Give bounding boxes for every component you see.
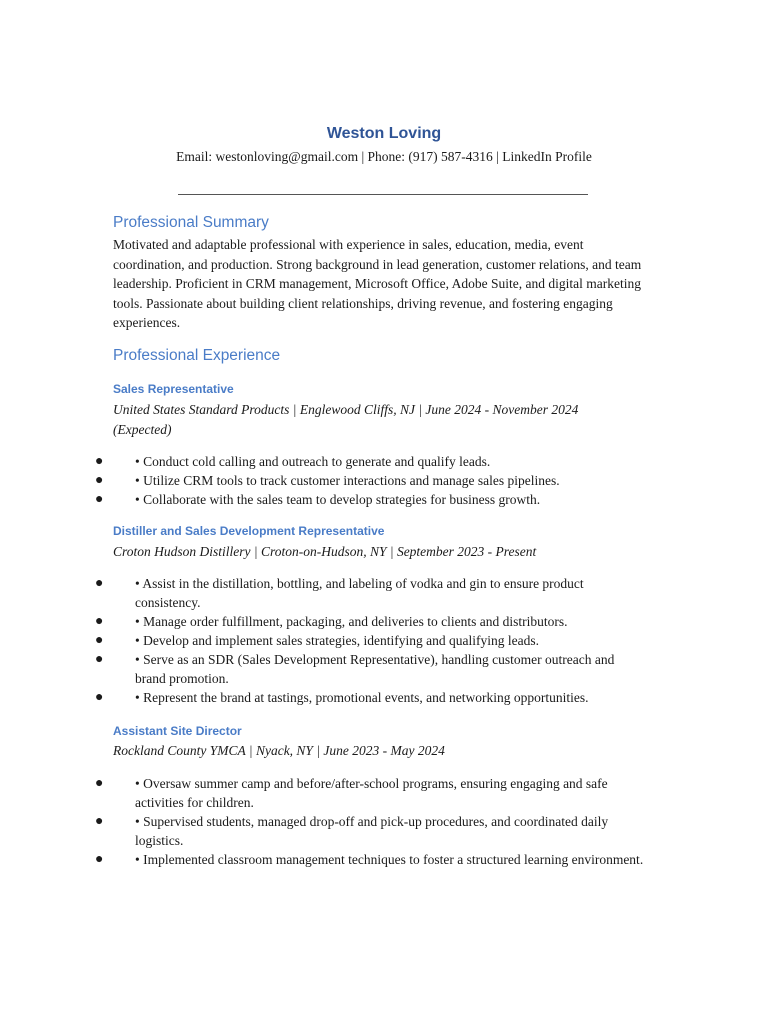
- contact-info: Email: westonloving@gmail.com | Phone: (917) 587-4316 | LinkedIn Profile: [176, 149, 592, 164]
- job-bullets: [95, 574, 645, 707]
- list-item: ● • Assist in the distillation, bottling, and labeling of vodka and gin to ensure product consistency.: [95, 576, 584, 610]
- candidate-name: Weston Loving: [326, 125, 442, 142]
- job-meta: Rockland County YMCA | Nyack, NY | June 2023 - May 2024: [113, 743, 445, 758]
- job-meta: United States Standard Products | Englewood Cliffs, NJ | June 2024 - November 2024 (Expected): [113, 402, 579, 437]
- job-title: Distiller and Sales Development Representative: [113, 524, 385, 538]
- divider: [178, 194, 588, 195]
- list-item: ● • Utilize CRM tools to track customer interactions and manage sales pipelines.: [95, 473, 560, 488]
- list-item: ● • Manage order fulfillment, packaging, and deliveries to clients and distributors.: [95, 614, 568, 629]
- list-item: ● • Supervised students, managed drop-off and pick-up procedures, and coordinated daily logistics.: [95, 814, 609, 848]
- list-item: ● • Oversaw summer camp and before/after-school programs, ensuring engaging and safe activities for children.: [95, 776, 608, 810]
- job-meta: Croton Hudson Distillery | Croton-on-Hudson, NY | September 2023 - Present: [113, 544, 537, 559]
- experience-heading: Professional Experience: [113, 347, 281, 364]
- list-item: ● • Develop and implement sales strategies, identifying and qualifying leads.: [95, 633, 539, 648]
- list-item: ● • Serve as an SDR (Sales Development Representative), handling customer outreach and brand promotion.: [95, 652, 615, 686]
- job-title: Sales Representative: [113, 382, 234, 396]
- summary-text: Motivated and adaptable professional with experience in sales, education, media, event coordination, and production. Strong background in lead generation, customer relations, and team leadership. Proficient in CRM management, Microsoft Office, Adobe Suite, and digital marketing tools. Passionate about building client relationships, driving revenue, and fostering engaging experiences.: [113, 237, 642, 330]
- list-item: ● • Collaborate with the sales team to develop strategies for business growth.: [95, 492, 541, 507]
- job-bullets: [95, 452, 645, 509]
- job-title: Assistant Site Director: [113, 724, 242, 738]
- summary-heading: Professional Summary: [113, 214, 269, 231]
- job-bullets: [95, 774, 645, 869]
- list-item: ● • Implemented classroom management techniques to foster a structured learning environment.: [95, 852, 644, 867]
- list-item: ● • Represent the brand at tastings, promotional events, and networking opportunities.: [95, 690, 589, 705]
- list-item: ● • Conduct cold calling and outreach to generate and qualify leads.: [95, 454, 491, 469]
